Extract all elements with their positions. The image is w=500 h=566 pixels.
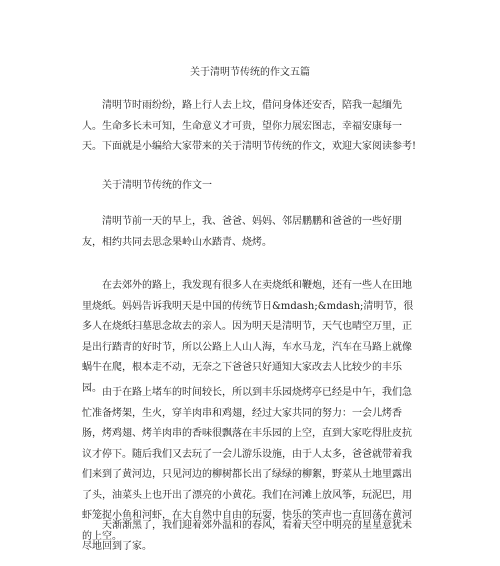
- document-title: 关于清明节传统的作文五篇: [190, 67, 310, 78]
- body-paragraph: 在去郊外的路上，我发现有很多人在卖烧纸和鞭炮，还有一些人在田地里烧纸。妈妈告诉我明天是中国的传统节日&mdash;&mdash;清明节，很多人在烧纸扫墓思念故去的亲人。因为明天是清明节，天气也晴空万里，正是出行踏青的好时节，所以公路上人山人海，车水马龙，汽车在马路上就像蜗牛在爬，根本走不动，无奈之下爸爸只好通知大家改去人比较少的丰乐园。: [82, 280, 414, 394]
- body-paragraph: 天渐渐黑了，我们迎着郊外温和的春风，看着天空中明亮的星星意犹未尽地回到了家。: [82, 520, 412, 552]
- body-paragraph: 由于在路上堵车的时间较长，所以到丰乐园烧烤亭已经是中午，我们急忙准备烤架，生火，穿羊肉串和鸡翅，经过大家共同的努力：一会儿烤香肠，烤鸡翅、烤羊肉串的香味很飘落在丰乐园的上空，直到大家吃得肚皮抗议才停下。随后我们又去玩了一会儿游乐设施，由于人太多，爸爸就带着我们来到了黄河边，只见河边的柳树都长出了绿绿的柳絮，野菜从土地里露出了头，油菜头上也开出了漂亮的小黄花。我们在河滩上放风筝，玩泥巴，用虾笼捉小鱼和河虾，在大自然中自由的玩耍，快乐的笑声也一直回荡在黄河的上空。: [82, 387, 412, 542]
- essay-one-heading: 关于清明节传统的作文一: [102, 180, 212, 191]
- body-paragraph: 清明节前一天的早上，我、爸爸、妈妈、邻居鹏鹏和爸爸的一些好朋友，相约共同去思念果岭山水踏青、烧烤。: [82, 216, 402, 248]
- intro-paragraph: 清明节时雨纷纷，路上行人去上坟，借问身体还安否，陪我一起缅先人。生命多长未可知，生命意义才可贵，望你力展宏图志，幸福安康每一天。下面就是小编给大家带来的关于清明节传统的作文，欢迎大家阅读参考!: [82, 100, 417, 152]
